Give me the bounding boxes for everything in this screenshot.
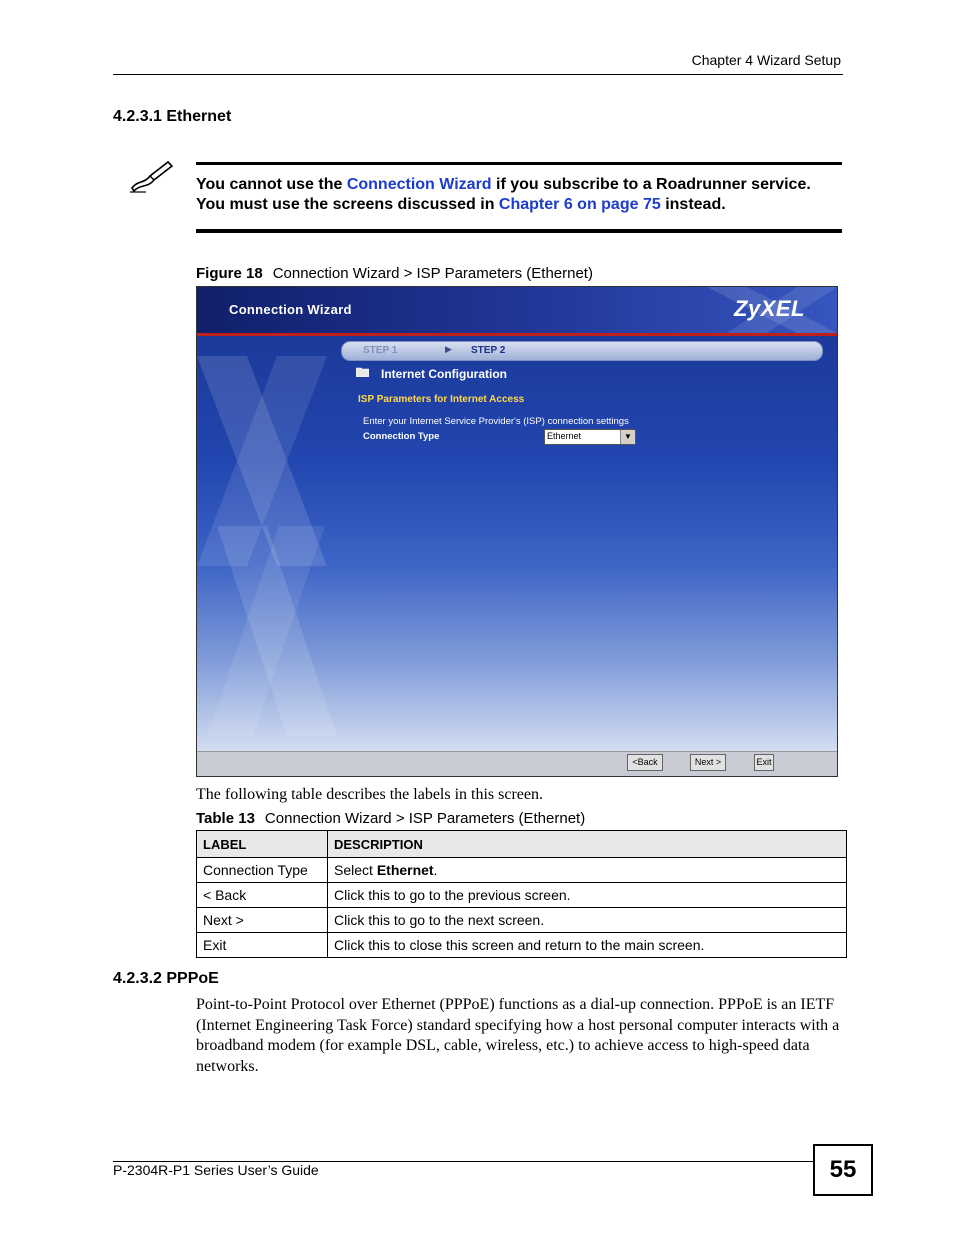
row-description <box>328 858 847 883</box>
description-text: Select <box>334 862 377 878</box>
exit-button[interactable]: Exit <box>754 754 774 771</box>
step-2-label: STEP 2 <box>471 345 506 356</box>
isp-parameters-title: ISP Parameters for Internet Access <box>358 394 525 405</box>
table-title: Connection Wizard > ISP Parameters (Ethernet) <box>264 810 586 827</box>
table-row <box>197 908 847 933</box>
pppoe-paragraph: Point-to-Point Protocol over Ethernet (PPPoE) functions as a dial-up connection. PPPoE is an IETF (Internet Engineering Task Force) standard specifying how a host personal computer interacts with a broadband modem (for example DSL, cable, wireless, etc.) to achieve access to high-speed data networks. <box>196 996 840 1075</box>
table-header-label: LABEL <box>197 831 328 858</box>
note-text-part: if you subscribe to a Roadrunner service. You must use the screens discussed in <box>196 176 811 213</box>
header-rule <box>113 74 843 75</box>
figure-label: Figure 18 <box>196 265 263 282</box>
row-label: Next > <box>197 908 328 933</box>
figure-caption <box>196 265 593 282</box>
step-arrow-icon: ▶ <box>445 344 452 354</box>
folder-icon <box>356 367 369 377</box>
note-text-part: You cannot use the <box>196 176 347 193</box>
table-header-description: DESCRIPTION <box>328 831 847 858</box>
note-text <box>196 175 842 215</box>
description-table <box>196 830 847 958</box>
row-description: Click this to go to the previous screen. <box>328 883 847 908</box>
wizard-title: Connection Wizard <box>229 302 352 317</box>
connection-type-select[interactable] <box>544 429 636 445</box>
zyxel-logo: ZyXEL <box>734 296 805 321</box>
intro-paragraph: The following table describes the labels in this screen. <box>196 786 544 803</box>
connection-wizard-link[interactable]: Connection Wizard <box>346 176 492 193</box>
note-text-part: instead. <box>660 196 726 213</box>
wizard-screenshot <box>196 286 838 777</box>
row-description: Click this to close this screen and return to the main screen. <box>328 933 847 958</box>
row-label: Exit <box>197 933 328 958</box>
row-description: Click this to go to the next screen. <box>328 908 847 933</box>
back-button[interactable]: <Back <box>627 754 663 771</box>
step-1-label: STEP 1 <box>363 345 398 356</box>
connection-type-label: Connection Type <box>363 431 440 442</box>
step-indicator <box>341 341 823 361</box>
page-number: 55 <box>813 1144 873 1196</box>
isp-description: Enter your Internet Service Provider's (ISP) connection settings <box>363 416 629 427</box>
note-top-rule <box>196 162 842 165</box>
row-label: < Back <box>197 883 328 908</box>
table-row <box>197 883 847 908</box>
figure-title: Connection Wizard > ISP Parameters (Ethernet) <box>272 265 593 282</box>
table-caption <box>196 810 585 827</box>
connection-type-value: Ethernet <box>547 431 582 441</box>
section-heading-ethernet: 4.2.3.1 Ethernet <box>113 108 232 125</box>
footer-guide-title: P-2304R-P1 Series User’s Guide <box>113 1162 319 1178</box>
description-emphasis: Ethernet <box>376 862 434 878</box>
wizard-footer-bar <box>197 751 837 777</box>
background-x-decoration <box>197 336 337 751</box>
section-heading-pppoe: 4.2.3.2 PPPoE <box>113 970 219 987</box>
table-row <box>197 858 847 883</box>
table-header-row <box>197 831 847 858</box>
note-bottom-rule <box>196 229 842 233</box>
internet-configuration-title: Internet Configuration <box>381 367 507 381</box>
table-label: Table 13 <box>196 810 255 827</box>
next-button[interactable]: Next > <box>690 754 726 771</box>
chapter6-link[interactable]: Chapter 6 on page 75 <box>498 196 661 213</box>
row-label: Connection Type <box>197 858 328 883</box>
table-row <box>197 933 847 958</box>
description-text: . <box>433 862 438 878</box>
chevron-down-icon[interactable]: ▼ <box>620 430 635 444</box>
note-pencil-icon <box>128 158 174 194</box>
running-header: Chapter 4 Wizard Setup <box>691 52 841 68</box>
